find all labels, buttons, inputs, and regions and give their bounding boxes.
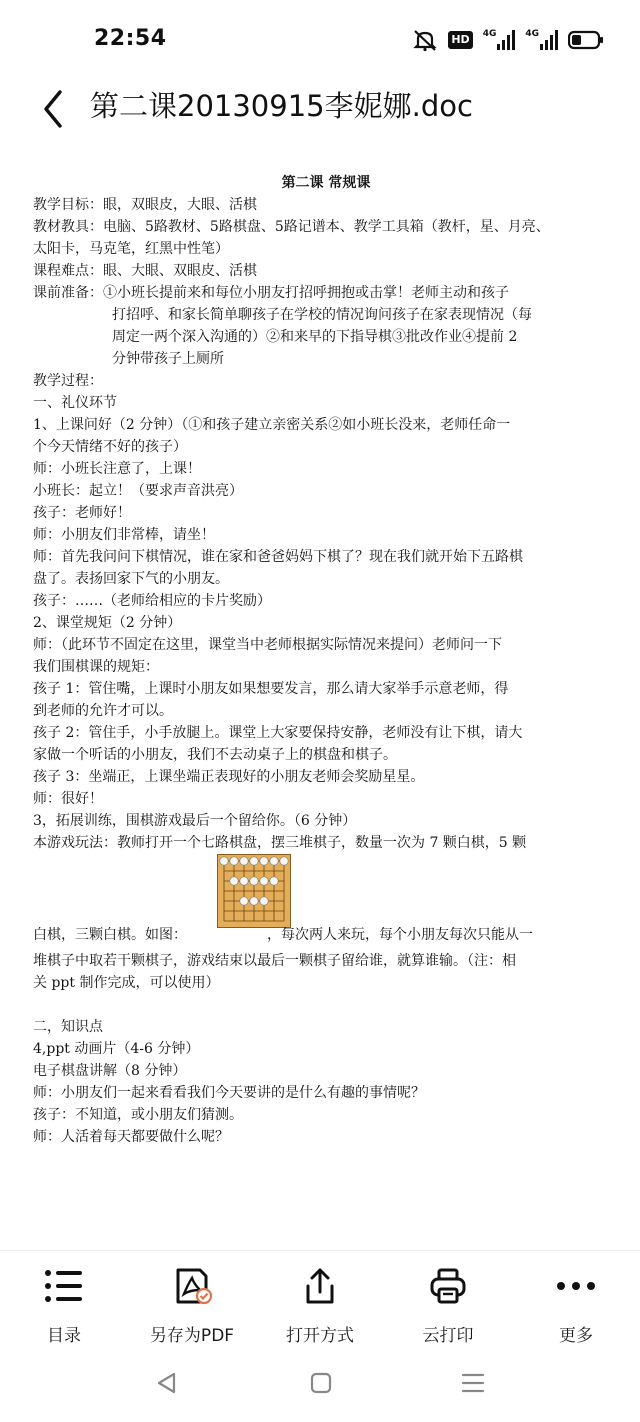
doc-line: 教学目标：眼，双眼皮，大眼、活棋 (33, 197, 257, 213)
document-body (33, 172, 611, 1148)
go-board-row (33, 854, 611, 928)
doc-line: 师：（此环节不固定在这里，课堂当中老师根据实际情况来提问）老师问一下 (33, 637, 502, 653)
doc-line: 二，知识点 (33, 1019, 103, 1035)
doc-line: 家做一个听话的小朋友，我们不去动桌子上的棋盘和棋子。 (33, 747, 397, 763)
more-label: 更多 (559, 1326, 593, 1346)
list-icon (4, 1263, 124, 1309)
cloud-print-button[interactable] (388, 1263, 508, 1346)
doc-line: 电子棋盘讲解（8 分钟） (33, 1063, 187, 1079)
printer-icon (388, 1263, 508, 1309)
back-arrow-icon (36, 86, 76, 132)
doc-line: 孩子：……（老师给相应的卡片奖励） (33, 593, 271, 609)
doc-line: 1、上课问好（2 分钟）（①和孩子建立亲密关系②如小班长没来，老师任命一 (33, 417, 511, 433)
doc-line: 孩子 3：坐端正，上课坐端正表现好的小朋友老师会奖励星星。 (33, 769, 425, 785)
doc-line: 堆棋子中取若干颗棋子，游戏结束以最后一颗棋子留给谁，就算谁输。（注：相 (33, 953, 516, 969)
doc-line: 孩子：不知道，或小朋友们猜测。 (33, 1107, 243, 1123)
doc-line: 关 ppt 制作完成，可以使用） (33, 975, 220, 991)
doc-heading: 第二课 常规课 (281, 175, 371, 191)
more-icon (516, 1263, 636, 1309)
system-nav-bar (0, 1362, 640, 1422)
pdf-icon (132, 1263, 252, 1309)
doc-line: 白棋，三颗白棋。如图： ，每次两人来玩，每个小朋友每次只能从一 (33, 927, 533, 943)
go-board-image (217, 854, 291, 928)
status-time: 22:54 (94, 26, 167, 51)
nav-home-button[interactable] (308, 1370, 334, 1400)
doc-line: 孩子：老师好！ (33, 505, 131, 521)
bottom-toolbar (0, 1250, 640, 1351)
nav-back-button[interactable] (154, 1370, 180, 1400)
app-header (0, 80, 640, 142)
doc-line: 本游戏玩法：教师打开一个七路棋盘，摆三堆棋子，数量一次为 7 颗白棋，5 颗 (33, 835, 527, 851)
doc-line: 师：小朋友们非常棒，请坐！ (33, 527, 215, 543)
back-button[interactable] (36, 86, 76, 132)
signal-2-icon: 4G (525, 30, 558, 50)
doc-line: 分钟带孩子上厕所 (112, 351, 224, 367)
hd-badge-icon: HD (448, 31, 472, 49)
share-icon (260, 1263, 380, 1309)
doc-line: 孩子 1：管住嘴，上课时小朋友如果想要发言，那么请大家举手示意老师，得 (33, 681, 509, 697)
menu-recents-icon (460, 1370, 486, 1396)
doc-line: 4,ppt 动画片（4-6 分钟） (33, 1041, 200, 1057)
status-icons (412, 26, 604, 54)
doc-line: 教材教具：电脑、5路教材、5路棋盘、5路记谱本、教学工具箱（教杆，星、月亮、 (33, 219, 550, 235)
doc-line: 师：小班长注意了，上课！ (33, 461, 201, 477)
doc-line: 师：很好！ (33, 791, 103, 807)
battery-icon (568, 30, 604, 50)
doc-line: 师：小朋友们一起来看看我们今天要讲的是什么有趣的事情呢？ (33, 1085, 425, 1101)
toc-button[interactable] (4, 1263, 124, 1346)
mute-bell-icon (412, 28, 438, 52)
doc-line: 师：人活着每天都要做什么呢？ (33, 1129, 229, 1145)
doc-line: 师：首先我问问下棋情况，谁在家和爸爸妈妈下棋了？现在我们就开始下五路棋 (33, 549, 523, 565)
doc-line: 到老师的允许才可以。 (33, 703, 173, 719)
doc-line: 个今天情绪不好的孩子） (33, 439, 187, 455)
save-pdf-button[interactable] (132, 1263, 252, 1346)
square-home-icon (308, 1370, 334, 1396)
doc-line: 3，拓展训练，围棋游戏最后一个留给你。（6 分钟） (33, 813, 357, 829)
doc-line: 小班长：起立！（要求声音洪亮） (33, 483, 243, 499)
doc-line: 打招呼、和家长简单聊孩子在学校的情况询问孩子在家表现情况（每 (112, 307, 532, 323)
doc-line: 课程难点：眼、大眼、双眼皮、活棋 (33, 263, 257, 279)
doc-line: 我们围棋课的规矩： (33, 659, 159, 675)
toc-label: 目录 (47, 1326, 81, 1346)
doc-line: 周定一两个深入沟通的）②和来早的下指导棋③批改作业④提前 2 (112, 329, 518, 345)
cloud-print-label: 云打印 (422, 1326, 474, 1346)
doc-line: 教学过程： (33, 373, 103, 389)
more-button[interactable] (516, 1263, 636, 1346)
doc-line: 盘了。表扬回家下气的小朋友。 (33, 571, 229, 587)
doc-line: 课前准备：①小班长提前来和每位小朋友打招呼拥抱或击掌！老师主动和孩子 (33, 285, 509, 301)
status-bar (0, 0, 640, 80)
save-pdf-label: 另存为PDF (149, 1326, 235, 1346)
signal-icon: 4G (483, 30, 516, 50)
doc-line: 一、礼仪环节 (33, 395, 117, 411)
open-with-label: 打开方式 (286, 1326, 354, 1346)
nav-recents-button[interactable] (460, 1370, 486, 1400)
triangle-back-icon (154, 1370, 180, 1396)
document-title: 第二课20130915李妮娜.doc (90, 89, 473, 123)
doc-line: 太阳卡，马克笔，红黑中性笔） (33, 241, 229, 257)
doc-line: 2、课堂规矩（2 分钟） (33, 615, 182, 631)
open-with-button[interactable] (260, 1263, 380, 1346)
doc-line: 孩子 2：管住手，小手放腿上。课堂上大家要保持安静，老师没有让下棋，请大 (33, 725, 523, 741)
